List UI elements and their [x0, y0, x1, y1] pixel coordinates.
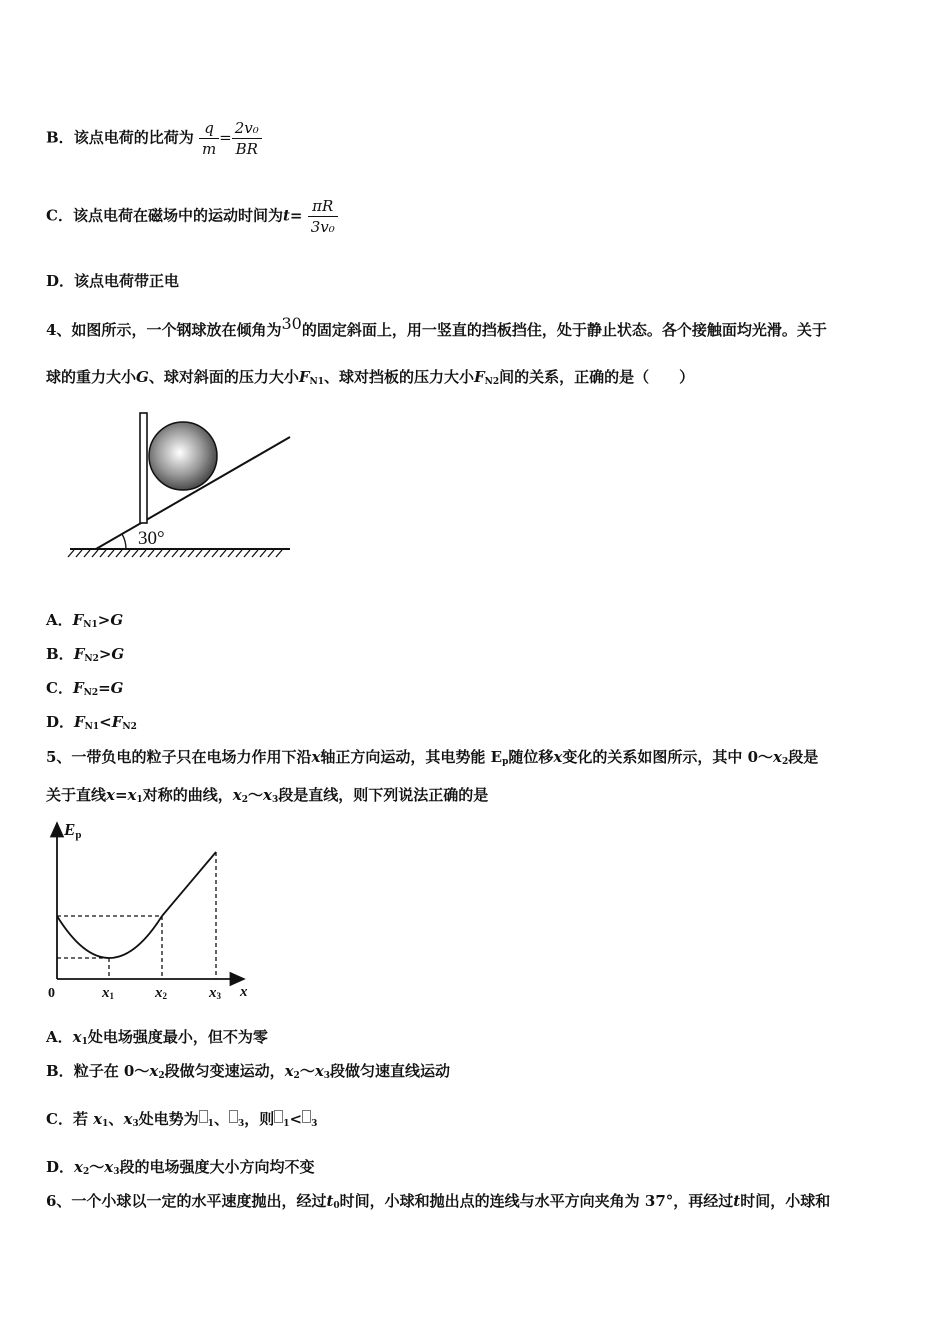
q5-stem-line-1: 5、一带负电的粒子只在电场力作用下沿x轴正方向运动，其电势能 $E_p$随位移x变化的关系如图所示，其中 $0\sim x_2$段是: [46, 748, 819, 767]
hatch-mark: [196, 550, 202, 557]
y-axis-label: Ep: [64, 820, 82, 841]
q4-stem-line-1: 4、如图所示，一个钢球放在倾角为30的固定斜面上，用一竖直的挡板挡住，处于静止状态。各个接触面均光滑。关于: [46, 314, 827, 339]
angle-arc: [122, 534, 126, 549]
steel-ball: [149, 422, 217, 490]
hatch-mark: [164, 550, 170, 557]
q4-option-d: D．$F_{N1}<F_{N2}$: [46, 713, 137, 732]
ep-straight-line: [162, 852, 216, 916]
q5-option-c: C．若 $x_1$、$x_3$处电势为 $_1$、 $_3$，则 $_1$< $_3$: [46, 1110, 318, 1129]
q4-option-c: C．$F_{N2}=G$: [46, 679, 124, 698]
hatch-mark: [252, 550, 258, 557]
q3-option-b: B．该点电荷的比荷为 $\frac{q}{m}$ = $\frac{\text{2v₀}}{BR}$: [46, 118, 262, 159]
hatch-mark: [100, 550, 106, 557]
q3-option-d: D．该点电荷带正电: [46, 272, 180, 290]
vertical-board: [140, 413, 147, 523]
hatch-mark: [84, 550, 90, 557]
q5-option-a: A．$x_1$处电场强度最小，但不为零: [46, 1028, 268, 1047]
q4-option-a: A．$F_{N1}>G$: [46, 611, 124, 630]
hatch-mark: [140, 550, 146, 557]
hatch-mark: [228, 550, 234, 557]
x-axis-label: x: [240, 984, 248, 1000]
angle-label: 30°: [138, 528, 165, 549]
q5-ep-graph: [44, 815, 264, 1005]
hatch-mark: [236, 550, 242, 557]
hatch-mark: [244, 550, 250, 557]
missing-glyph-phi1b: [274, 1110, 283, 1123]
hatch-mark: [108, 550, 114, 557]
ep-curve: [57, 916, 162, 958]
hatch-mark: [212, 550, 218, 557]
x2-tick-label: x2: [155, 985, 167, 1001]
q6-stem-line-1: 6、一个小球以一定的水平速度抛出，经过$t_0$时间，小球和抛出点的连线与水平方向夹角为 37°，再经过t时间，小球和: [46, 1192, 831, 1211]
hatch-mark: [116, 550, 122, 557]
q3-option-c: C．该点电荷在磁场中的运动时间为t= $\frac{\pi R}{\text{3v₀}}$: [46, 196, 338, 237]
hatch-mark: [172, 550, 178, 557]
hatch-mark: [268, 550, 274, 557]
hatch-mark: [276, 550, 282, 557]
q3-b-fraction-right: $\frac{\text{2v₀}}{BR}$: [232, 118, 262, 159]
q5-option-b: B．粒子在 $0\sim x_2$段做匀变速运动，$x_2\sim x_3$段做匀速直线运动: [46, 1062, 451, 1081]
hatch-mark: [188, 550, 194, 557]
hatch-mark: [132, 550, 138, 557]
missing-glyph-phi3b: [302, 1110, 311, 1123]
q5-stem-line-2: 关于直线$x=x_1$对称的曲线，$x_2\sim x_3$段是直线，则下列说法正确的是: [46, 786, 489, 805]
hatch-mark: [124, 550, 130, 557]
x3-tick-label: x3: [209, 985, 221, 1001]
q3-b-fraction-left: $\frac{q}{m}$: [199, 118, 219, 159]
ground-hatching: [68, 550, 282, 557]
origin-label: 0: [48, 986, 55, 1001]
q4-stem-line-2: 球的重力大小G、球对斜面的压力大小$F_{N1}$、球对挡板的压力大小$F_{N2}$间的关系，正确的是（ ）: [46, 368, 695, 387]
hatch-mark: [180, 550, 186, 557]
q4-incline-figure: [66, 405, 296, 565]
hatch-mark: [156, 550, 162, 557]
q3-c-fraction: $\frac{\pi R}{\text{3v₀}}$: [308, 196, 338, 237]
q5-option-d: D．$x_2\sim x_3$段的电场强度大小方向均不变: [46, 1158, 315, 1177]
hatch-mark: [260, 550, 266, 557]
hatch-mark: [76, 550, 82, 557]
missing-glyph-phi3: [229, 1110, 238, 1123]
hatch-mark: [204, 550, 210, 557]
hatch-mark: [92, 550, 98, 557]
x1-tick-label: x1: [102, 985, 114, 1001]
missing-glyph-phi1: [199, 1110, 208, 1123]
hatch-mark: [220, 550, 226, 557]
hatch-mark: [68, 550, 74, 557]
q4-option-b: B．$F_{N2}>G$: [46, 645, 125, 664]
hatch-mark: [148, 550, 154, 557]
